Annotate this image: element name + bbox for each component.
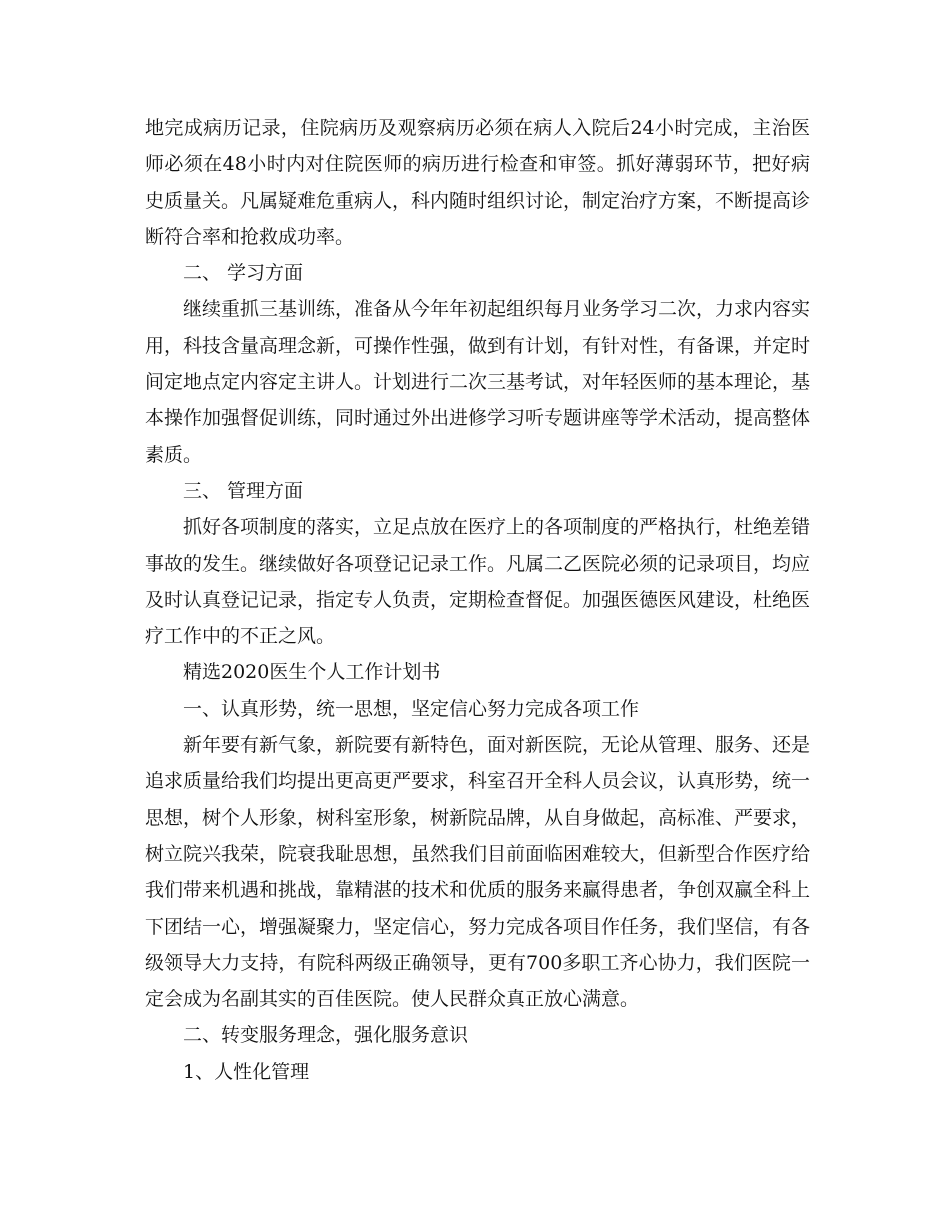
paragraph-medical-records: 地完成病历记录，住院病历及观察病历必须在病人入院后24小时完成，主治医师必须在48小时内对住院医师的病历进行检查和审签。抓好薄弱环节，把好病史质量关。凡属疑难危重病人，科内随时组织讨论，制定治疗方案，不断提高诊断符合率和抢救成功率。 (145, 117, 811, 248)
paragraph-management: 抓好各项制度的落实，立足点放在医疗上的各项制度的严格执行，杜绝差错事故的发生。继续做好各项登记记录工作。凡属二乙医院必须的记录项目，均应及时认真登记记录，指定专人负责，定期检查督促。加强医德医风建设，杜绝医疗工作中的不正之风。 (145, 516, 811, 648)
heading-humanized: 1、人性化管理 (183, 1060, 310, 1083)
heading-situation: 一、认真形势，统一思想，坚定信心努力完成各项工作 (183, 697, 640, 720)
document-body (145, 110, 810, 1090)
heading-management: 三、 管理方面 (183, 479, 304, 502)
paragraph-study: 继续重抓三基训练，准备从今年年初起组织每月业务学习二次，力求内容实用，科技含量高理念新，可操作性强，做到有计划，有针对性，有备课，并定时间定地点定内容定主讲人。计划进行二次三基考试，对年轻医师的基本理论，基本操作加强督促训练，同时通过外出进修学习听专题讲座等学术活动，提高整体素质。 (145, 298, 811, 466)
heading-study: 二、 学习方面 (183, 262, 304, 285)
paragraph-situation: 新年要有新气象，新院要有新特色，面对新医院，无论从管理、服务、还是追求质量给我们均提出更高更严要求，科室召开全科人员会议，认真形势，统一思想，树个人形象，树科室形象，树新院品牌，从自身做起，高标准、严要求，树立院兴我荣，院衰我耻思想，虽然我们目前面临困难较大，但新型合作医疗给我们带来机遇和挑战，靠精湛的技术和优质的服务来赢得患者，争创双赢全科上下团结一心，增强凝聚力，坚定信心，努力完成各项目作任务，我们坚信，有各级领导大力支持，有院科两级正确领导，更有700多职工齐心协力，我们医院一定会成为名副其实的百佳医院。使人民群众真正放心满意。 (145, 734, 811, 1011)
heading-service: 二、转变服务理念，强化服务意识 (183, 1024, 469, 1047)
section-title: 精选2020医生个人工作计划书 (183, 661, 441, 684)
